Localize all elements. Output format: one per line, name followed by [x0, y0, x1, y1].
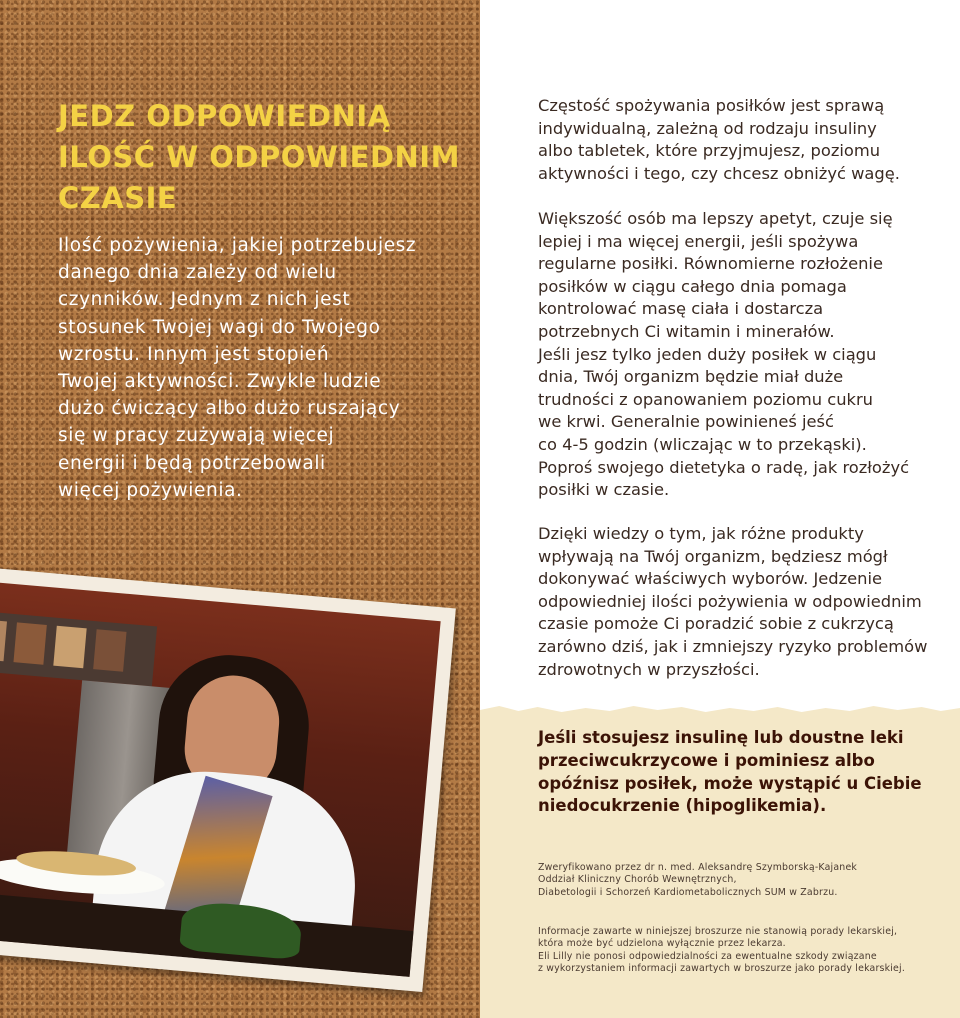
title-line: ILOŚĆ W ODPOWIEDNIM: [58, 140, 460, 174]
hypoglycemia-warning: [538, 727, 922, 818]
text-line: dnia, Twój organizm będzie miał duże: [538, 367, 844, 387]
text-line: indywidualną, zależną od rodzaju insuliny: [538, 118, 877, 138]
text-line: dużo ćwiczący albo dużo ruszający: [58, 398, 401, 420]
text-line: czynników. Jednym z nich jest: [58, 289, 351, 311]
text-line: Większość osób ma lepszy apetyt, czuje się: [538, 209, 893, 228]
text-line: energii i będą potrzebowali: [58, 452, 326, 474]
text-line: regularne posiłki. Równomierne rozłożenie: [538, 254, 883, 274]
text-line: więcej pożywienia.: [58, 479, 243, 501]
warning-line: przeciwcukrzycowe i pominiesz albo: [538, 750, 875, 770]
text-line: wzrostu. Innym jest stopień: [58, 343, 330, 365]
text-line: posiłki w czasie.: [538, 480, 670, 500]
legal-disclaimer: [538, 926, 906, 976]
text-line: albo tabletek, które przyjmujesz, poziomu: [538, 141, 881, 161]
text-line: czasie pomoże Ci poradzić sobie z cukrzycą: [538, 614, 894, 634]
text-line: trudności z opanowaniem poziomu cukru: [538, 389, 873, 409]
woman-eating-meal-photo: [0, 580, 441, 977]
paragraph-meal-frequency: [538, 95, 918, 185]
text-line: lepiej i ma więcej energii, jeśli spożywa: [538, 231, 859, 251]
footnote-line: Informacje zawarte w niniejszej broszurze nie stanowią porady lekarskiej,: [538, 926, 898, 937]
text-line: potrzebnych Ci witamin i minerałów.: [538, 321, 835, 341]
text-line: aktywności i tego, czy chcesz obniżyć wagę.: [538, 163, 900, 183]
text-line: we krwi. Generalnie powinieneś jeść: [538, 412, 834, 432]
title-line: CZASIE: [58, 181, 178, 215]
footnote-line: Oddział Kliniczny Chorób Wewnętrznych,: [538, 874, 737, 886]
text-line: Poproś swojego dietetyka o radę, jak rozłożyć: [538, 457, 910, 477]
footnote-line: Diabetologii i Schorzeń Kardiometabolicznych SUM w Zabrzu.: [538, 886, 838, 898]
text-line: odpowiedniej ilości pożywienia w odpowiednim: [538, 591, 922, 611]
text-line: danego dnia zależy od wielu: [58, 262, 337, 284]
text-line: Ilość pożywienia, jakiej potrzebujesz: [58, 235, 417, 256]
kitchen-shelf: [0, 610, 157, 686]
text-line: Twojej aktywności. Zwykle ludzie: [58, 371, 382, 393]
text-line: Jeśli jesz tylko jeden duży posiłek w ciągu: [538, 344, 877, 364]
warning-line: niedocukrzenie (hipoglikemia).: [538, 796, 827, 816]
text-line: dokonywać właściwych wyborów. Jedzenie: [538, 569, 883, 589]
page-title: [58, 96, 458, 219]
text-line: Dzięki wiedzy o tym, jak różne produkty: [538, 524, 864, 543]
text-line: zdrowotnych w przyszłości.: [538, 659, 760, 679]
footnote-line: z wykorzystaniem informacji zawartych w broszurze jako porady lekarskiej.: [538, 963, 906, 975]
paragraph-knowledge: [538, 523, 928, 681]
paragraph-regular-meals: [538, 208, 918, 502]
text-line: posiłków w ciągu całego dnia pomaga: [538, 276, 847, 296]
text-line: stosunek Twojej wagi do Twojego: [58, 316, 381, 338]
text-line: zarówno dziś, jak i zmniejszy ryzyko problemów: [538, 636, 928, 656]
warning-line: opóźnisz posiłek, może wystąpić u Ciebie: [538, 773, 922, 793]
text-line: kontrolować masę ciała i dostarcza: [538, 299, 824, 319]
text-line: wpływają na Twój organizm, będziesz mógł: [538, 546, 888, 566]
text-line: Częstość spożywania posiłków jest sprawą: [538, 96, 885, 115]
title-line: JEDZ ODPOWIEDNIĄ: [58, 99, 391, 133]
verification-note: [538, 862, 898, 899]
intro-paragraph: [58, 232, 428, 504]
footnote-line: która może być udzielona wyłącznie przez lekarza.: [538, 938, 786, 950]
footnote-line: Zweryfikowano przez dr n. med. Aleksandrę Szymborską-Kajanek: [538, 862, 858, 873]
text-line: co 4-5 godzin (wliczając w to przekąski).: [538, 434, 867, 454]
photo-card: [0, 565, 456, 992]
warning-line: Jeśli stosujesz insulinę lub doustne leki: [538, 728, 904, 747]
footnote-line: Eli Lilly nie ponosi odpowiedzialności za ewentualne szkody związane: [538, 950, 877, 962]
text-line: się w pracy zużywają więcej: [58, 425, 335, 447]
